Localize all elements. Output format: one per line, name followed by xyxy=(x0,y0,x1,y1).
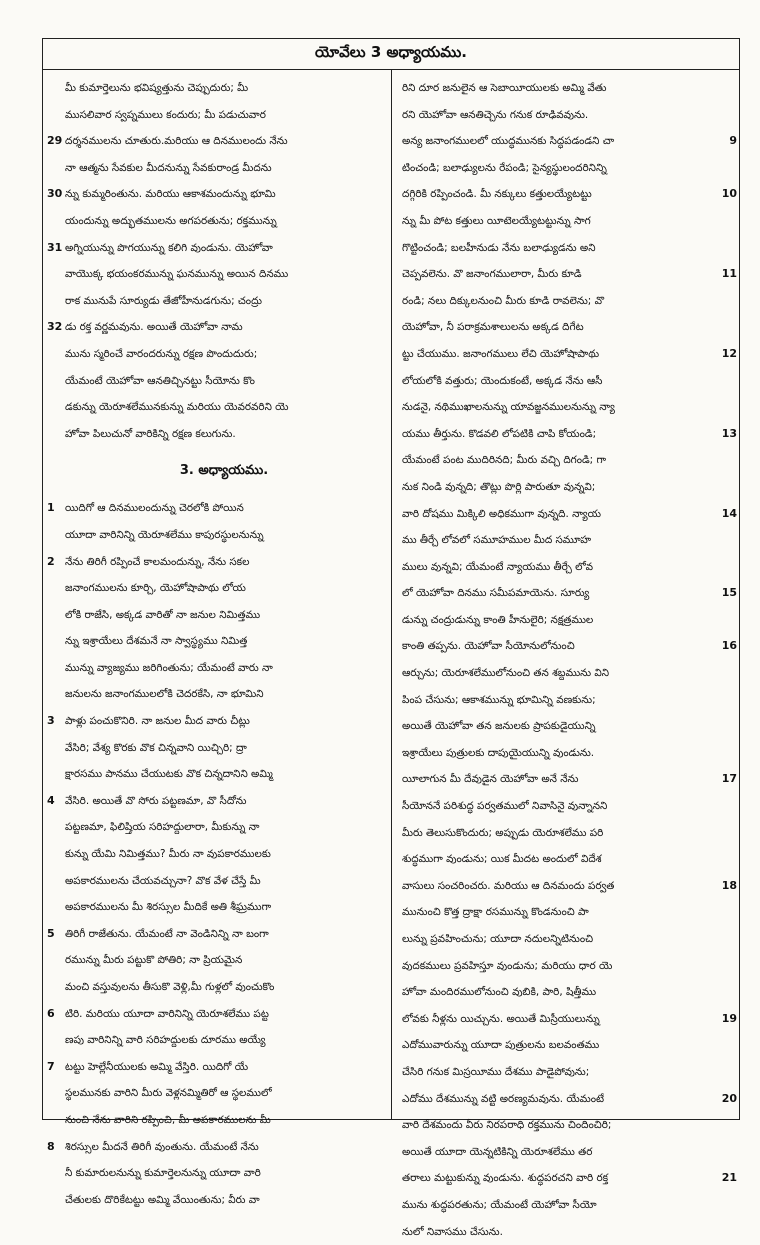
line-text: నులో నివాసము చేసును. xyxy=(402,1225,503,1238)
line-text: ఆర్చును; యెరూశలేములోనుంచి తన శబ్దమును విని xyxy=(402,667,610,680)
text-line xyxy=(65,421,383,448)
text-line xyxy=(402,314,717,341)
line-text: అయితే యెహోవా తన జనులకు ప్రాపకుడైయున్ని xyxy=(402,720,596,733)
text-line xyxy=(65,341,383,368)
text-line xyxy=(402,447,717,474)
line-text: డున్ను చంద్రుడున్ను కాంతి హీనులైరి; నక్షత్రముల xyxy=(402,613,594,626)
text-line xyxy=(402,793,717,820)
text-line xyxy=(65,208,383,235)
text-line xyxy=(65,814,383,841)
text-line xyxy=(402,820,717,847)
line-text: న్ను ఇశ్రాయేలు దేశమనే నా స్వాస్థ్యము నిమిత్త xyxy=(65,635,248,648)
text-line xyxy=(65,575,383,602)
line-text: రని యెహోవా ఆనతిచ్చెను గనుక రూఢివవును. xyxy=(402,108,589,121)
line-text: ఇశ్రాయేలు పుత్రులకు దాపుయైయున్ని వుండును. xyxy=(402,746,595,759)
verse-number: 31 xyxy=(47,240,63,254)
line-text: నుడనై, నథిముఖాలనున్ను యావజ్జనములనున్ను న్యా xyxy=(402,401,615,414)
line-text: పట్టణమా, ఫిలిష్తియ సరిహద్దులారా, మీకున్ను నా xyxy=(65,821,260,834)
line-text: యీలాగున మీ దేవుడైన యెహోవా అనే నేను xyxy=(402,773,579,786)
verse-number: 2 xyxy=(47,554,55,568)
verse-number: 11 xyxy=(721,267,737,281)
text-line xyxy=(402,580,737,607)
text-line xyxy=(402,1112,717,1139)
line-text: రండి; నలు దిక్కులనుంచి మీరు కూడి రావలెను; వొ xyxy=(402,294,605,307)
left-column-bottom-block xyxy=(47,495,383,1213)
verse-number: 4 xyxy=(47,793,55,807)
text-line xyxy=(65,681,383,708)
line-text: కున్ను యేమి నిమిత్తము? మీరు నా వుపకారములకు xyxy=(65,848,271,861)
line-text: యేమంటే పంట ముదిరినది; మీరు వచ్చి దిగండి; గా xyxy=(402,454,607,467)
text-line xyxy=(65,288,383,315)
text-line xyxy=(47,314,383,341)
text-line xyxy=(65,102,383,129)
text-line xyxy=(402,713,717,740)
verse-number: 10 xyxy=(721,187,737,201)
verse-number: 16 xyxy=(721,639,737,653)
line-text: వుదకములు ప్రవహిస్తూ వుండును; మరియు ధార యె xyxy=(402,959,613,972)
text-line xyxy=(65,75,383,102)
text-line xyxy=(65,368,383,395)
left-column xyxy=(43,69,391,1206)
line-text: అగ్నియున్ను పొగయున్ను కలిగి వుండును. యెహోవా xyxy=(65,241,273,254)
verse-number: 14 xyxy=(721,506,737,520)
text-line xyxy=(402,102,717,129)
line-text: ఎదోము దేశమున్ను వట్టి అరణ్యమవును. యేమంటే xyxy=(402,1092,605,1105)
right-column xyxy=(391,69,739,1238)
text-line xyxy=(402,873,737,900)
line-text: యిదిగో ఆ దినములందున్ను చెరలోకి పోయిన xyxy=(65,502,244,515)
text-line xyxy=(65,522,383,549)
text-line xyxy=(402,1059,717,1086)
line-text: తిరిగీ రాజేతును. యేమంటే నా వెండినిన్ని నా బంగా xyxy=(65,927,269,940)
line-text: వాయొక్క భయంకరమున్ను ఘనమున్ను అయిన దినము xyxy=(65,268,289,281)
text-line xyxy=(402,633,737,660)
line-text: హోవా మందిరములోనుంచి వుబికి, పారి, షిత్తీము xyxy=(402,986,597,999)
line-text: యూదా వారినిన్ని యెరూశలేము కాపురస్థులనున్ను xyxy=(65,528,264,541)
verse-number: 30 xyxy=(47,187,63,201)
text-line xyxy=(402,607,717,634)
verse-number: 17 xyxy=(721,772,737,786)
line-text: పింప చేసును; ఆకాశమున్ను భూమిన్ని వణకును; xyxy=(402,693,596,706)
line-text: నుంచి నేను వారిని రప్పించి, మీ అపకారములను మీ xyxy=(65,1113,271,1126)
line-text: టిరి. మరియు యూదా వారినిన్ని యెరూశలేము పట్ట xyxy=(65,1007,269,1020)
line-text: నీ కుమారులనున్ను కుమార్తెలనున్ను యూదా వారి xyxy=(65,1167,261,1180)
text-line xyxy=(47,1054,383,1081)
text-line xyxy=(65,394,383,421)
text-line xyxy=(47,495,383,522)
line-text: శిరస్సుల మీదనే తిరిగీ వుంతును. యేమంటే నేను xyxy=(65,1140,259,1153)
line-text: మంచి వస్తువులను తీసుకొ వెళ్లి,మీ గుళ్లలో వుంచుకొం xyxy=(65,981,275,993)
line-text: వారి దోషము మిక్కిలి అధికముగా వున్నది. న్యాయ xyxy=(402,507,602,520)
right-column-block xyxy=(402,75,737,1245)
text-line xyxy=(65,655,383,682)
line-text: లోవకు నీళ్లను యిచ్చును. అయితే మిస్రీయులున్ను xyxy=(402,1012,600,1025)
line-text: న్ను కుమ్మరింతును. మరియు ఆకాశమందున్ను భూమి xyxy=(65,188,276,201)
line-text: రిని దూర జనులైన ఆ సెబాయీయులకు అమ్మి వేతు xyxy=(402,82,607,94)
text-line xyxy=(402,394,717,421)
text-line xyxy=(402,899,717,926)
text-line xyxy=(65,155,383,182)
text-line xyxy=(402,1086,737,1113)
line-text: వేసిరి. అయితే వొ సోరు పట్టణమా, వొ సీదోను xyxy=(65,794,247,807)
line-text: ణపు వారినిన్ని వారి సరిహద్దులకు దూరము అయ్యే xyxy=(65,1034,266,1047)
line-text: అపకారములను చేయవచ్చునా? వొక వేళ చేస్తే మీ xyxy=(65,874,261,887)
text-line xyxy=(402,1139,717,1166)
verse-number: 8 xyxy=(47,1139,55,1153)
line-text: వాసులు సంచరించరు. మరియు ఆ దినమందు పర్వత xyxy=(402,879,615,892)
page-title: యోవేలు 3 అధ్యాయము. xyxy=(315,43,467,61)
verse-number: 29 xyxy=(47,134,63,148)
line-text: హోవా పిలుచునో వారికిన్ని రక్షణ కలుగును. xyxy=(65,427,236,440)
verse-number: 32 xyxy=(47,320,63,334)
text-line xyxy=(402,687,717,714)
line-text: నా ఆత్మను సేవకుల మీదనున్ను సేవకురాండ్ర మీదను xyxy=(65,161,272,174)
text-line xyxy=(402,75,717,102)
line-text: నేను తిరిగీ రప్పించే కాలమందున్ను, నేను సకల xyxy=(65,555,250,568)
verse-number: 20 xyxy=(721,1091,737,1105)
text-line xyxy=(402,261,737,288)
text-line xyxy=(65,947,383,974)
verse-number: 21 xyxy=(721,1171,737,1185)
verse-number: 13 xyxy=(721,426,737,440)
text-line xyxy=(47,549,383,576)
line-text: ము తీర్చే లోవలో సమూహముల మీద సమూహ xyxy=(402,534,592,547)
verse-number: 3 xyxy=(47,714,55,728)
line-text: లోకి రాజేసి, అక్కడ వారితో నా జనుల నిమిత్తము xyxy=(65,608,261,621)
line-text: క్షారసము పానము చేయుటకు వొక చిన్నదానిని అమ్మి xyxy=(65,768,273,781)
verse-number: 19 xyxy=(721,1011,737,1025)
line-text: లోయలోకి వత్తురు; యెందుకంటే, అక్కడ నేను ఆసీ xyxy=(402,374,603,387)
verse-number: 7 xyxy=(47,1059,55,1073)
line-text: రమున్ను మీరు పట్టుకొ పోతిరి; నా ప్రియమైన xyxy=(65,954,243,967)
left-column-top-block xyxy=(47,75,383,447)
line-text: లున్ను ప్రవహించును; యూదా నదులన్నిటినుంచి xyxy=(402,933,594,945)
text-line xyxy=(47,708,383,735)
line-text: మును శుద్ధపరతును; యేమంటే యెహోవా సీయో xyxy=(402,1198,597,1211)
line-text: యందున్ను అద్భుతములను అగపరతును; రక్తమున్ను xyxy=(65,214,277,227)
line-text: శుద్ధముగా వుండును; యిక మీదట అందులో విదేశ xyxy=(402,853,602,866)
line-text: మీరు తెలుసుకొందురు; అప్పుడు యెరూశలేము పరి xyxy=(402,826,604,839)
text-line xyxy=(402,368,717,395)
verse-number: 1 xyxy=(47,501,55,515)
text-line xyxy=(65,841,383,868)
text-line xyxy=(47,921,383,948)
text-line xyxy=(65,602,383,629)
line-text: మును స్మరించే వారందరున్ను రక్షణ పొందుదురు; xyxy=(65,347,258,360)
line-text: మునుంచి కొత్త ద్రాక్షా రసమున్ను కొండనుంచి పా xyxy=(402,906,589,919)
text-line xyxy=(65,761,383,788)
text-line xyxy=(65,894,383,921)
text-line xyxy=(402,846,717,873)
text-line xyxy=(47,181,383,208)
text-line xyxy=(65,1080,383,1107)
line-text: వారి దేశమందు వీరు నిరపరాధి రక్తమును చిందించిరి; xyxy=(402,1119,612,1132)
line-text: లో యెహోవా దినము సమీపమాయెను. సూర్యు xyxy=(402,587,590,600)
text-line xyxy=(402,1165,737,1192)
text-line xyxy=(65,261,383,288)
line-text: అయితే యూదా యెన్నటికిన్ని యెరూశలేము తర xyxy=(402,1145,593,1158)
line-text: పాళ్లు పంచుకొనిరి. నా జనుల మీద వారు చీట్లు xyxy=(65,715,250,728)
line-text: దగ్గిరికి రప్పించండి. మీ నక్కులు కత్తులయ్యేటట్టు xyxy=(402,188,592,201)
text-line xyxy=(402,1032,717,1059)
line-text: చెప్పవలెను. వొ జనాంగములారా, మీరు కూడి xyxy=(402,268,582,281)
line-text: మీ కుమార్తెలును భవిష్యత్తును చెప్పుదురు; మీ xyxy=(65,82,249,94)
line-text: అపకారములను మీ శిరస్సుల మీదికే అతి శీఘ్రముగా xyxy=(65,901,272,914)
text-line xyxy=(402,1006,737,1033)
line-text: ట్టు చేయుము. జనాంగములు లేచి యెహోషాపాథు xyxy=(402,347,600,360)
line-text: ముసలివార స్వప్నములు కందురు; మీ పడుచువార xyxy=(65,108,266,121)
line-text: డకున్ను యెరూశలేమునకున్ను మరియు యెవరవరిని యె xyxy=(65,401,289,414)
line-text: కాంతి తప్పను. యెహోవా సీయోనులోనుంచి xyxy=(402,640,575,653)
text-line xyxy=(402,766,737,793)
chapter-heading: 3. అధ్యాయము. xyxy=(179,463,269,479)
line-text: ఎదోమువారున్ను యూదా పుత్రులను బలవంతము xyxy=(402,1039,600,1052)
text-line xyxy=(47,1001,383,1028)
verse-number: 5 xyxy=(47,926,55,940)
page-header xyxy=(43,39,739,70)
text-line xyxy=(65,974,383,1001)
line-text: సీయోననే పరిశుద్ధ పర్వతములో నివాసినై వున్నానని xyxy=(402,800,608,813)
line-text: టట్టు హెల్లేనీయులకు అమ్మి వేస్తిరి. యిదిగో యే xyxy=(65,1060,249,1073)
text-line xyxy=(65,868,383,895)
page-frame xyxy=(42,38,740,1238)
text-line xyxy=(402,421,737,448)
text-line xyxy=(402,501,737,528)
line-text: స్థలమునకు వారిని మీరు వెళ్లనమ్మితిరో ఆ స్థలములో xyxy=(65,1087,272,1100)
text-line xyxy=(402,1219,717,1245)
text-line xyxy=(402,554,717,581)
line-text: గొట్టించండి; బలహీనుడు నేను బలాఢ్యుడను అని xyxy=(402,241,596,254)
text-line xyxy=(47,1134,383,1161)
line-text: యము తీర్తును. కొడవలి లోపటికి చాపి కోయండి; xyxy=(402,427,597,440)
text-columns xyxy=(43,69,739,1238)
text-line xyxy=(402,979,717,1006)
text-line xyxy=(65,1107,383,1134)
text-line xyxy=(402,740,717,767)
text-line xyxy=(402,660,717,687)
text-line xyxy=(402,155,717,182)
verse-number: 12 xyxy=(721,346,737,360)
text-line xyxy=(402,926,717,953)
line-text: మున్ను వ్యాజ్యము జరిగింతును; యేమంటే వారు నా xyxy=(65,661,273,674)
text-line xyxy=(402,474,717,501)
line-text: జనులను జనాంగములలోకి చెదరకేసి, నా భూమిని xyxy=(65,688,264,701)
verse-number: 6 xyxy=(47,1006,55,1020)
line-text: జనాంగములను కూర్చి, యెహోషాపాథు లోయ xyxy=(65,582,246,595)
line-text: అన్య జనాంగములలో యుద్ధమునకు సిద్ధపడండని చా xyxy=(402,135,615,148)
text-line xyxy=(402,128,737,155)
line-text: చేసిరి గనుక మిస్రయీము దేశము పాడైపోవును; xyxy=(402,1065,590,1078)
text-line xyxy=(402,527,717,554)
text-line xyxy=(65,628,383,655)
line-text: తరాలు మట్టుకున్ను వుండును. శుద్ధపరచని వారి రక్త xyxy=(402,1172,609,1185)
text-line xyxy=(65,735,383,762)
line-text: రాక మునుపే సూర్యుడు తేజోహీనుడగును; చంద్రు xyxy=(65,294,263,307)
text-line xyxy=(402,1192,717,1219)
line-text: యెహోవా, నీ పరాక్రమశాలులను అక్కడ దిగేట xyxy=(402,321,584,334)
line-text: నుక నిండి వున్నది; తొట్లు పొర్లి పారుతూ వున్నవి; xyxy=(402,480,596,493)
text-line xyxy=(65,1187,383,1214)
text-line xyxy=(402,181,737,208)
verse-number: 9 xyxy=(729,134,737,148)
text-line xyxy=(47,235,383,262)
text-line xyxy=(47,128,383,155)
verse-number: 15 xyxy=(721,586,737,600)
text-line xyxy=(402,953,717,980)
text-line xyxy=(65,1160,383,1187)
line-text: వేసిరి; వేశ్య కొరకు వొక చిన్నవాని యిచ్చిరి; ద్రా xyxy=(65,741,247,754)
text-line xyxy=(402,288,717,315)
text-line xyxy=(65,1027,383,1054)
line-text: ములు వున్నవి; యేమంటే న్యాయము తీర్చే లోవ xyxy=(402,560,593,573)
line-text: యేమంటే యెహోవా ఆనతిచ్చినట్టు సీయోను కొం xyxy=(65,374,255,387)
line-text: చేతులకు దొరికేటట్టు అమ్మి వేయింతును; వీరు వా xyxy=(65,1193,260,1206)
line-text: డు రక్త వర్ణమవును. అయితే యెహోవా నామ xyxy=(65,321,243,334)
text-line xyxy=(402,341,737,368)
line-text: న్ను మీ పోట కత్తులు యీటెలయ్యేటట్టున్ను సాగ xyxy=(402,214,591,227)
text-line xyxy=(47,788,383,815)
text-line xyxy=(402,235,717,262)
text-line xyxy=(402,208,717,235)
line-text: దర్శనములను చూతురు.మరియు ఆ దినములందు నేను xyxy=(65,135,288,148)
line-text: టించండి; బలాఢ్యులను రేపండి; సైన్యస్థులందరినిన్ని xyxy=(402,161,607,174)
verse-number: 18 xyxy=(721,878,737,892)
